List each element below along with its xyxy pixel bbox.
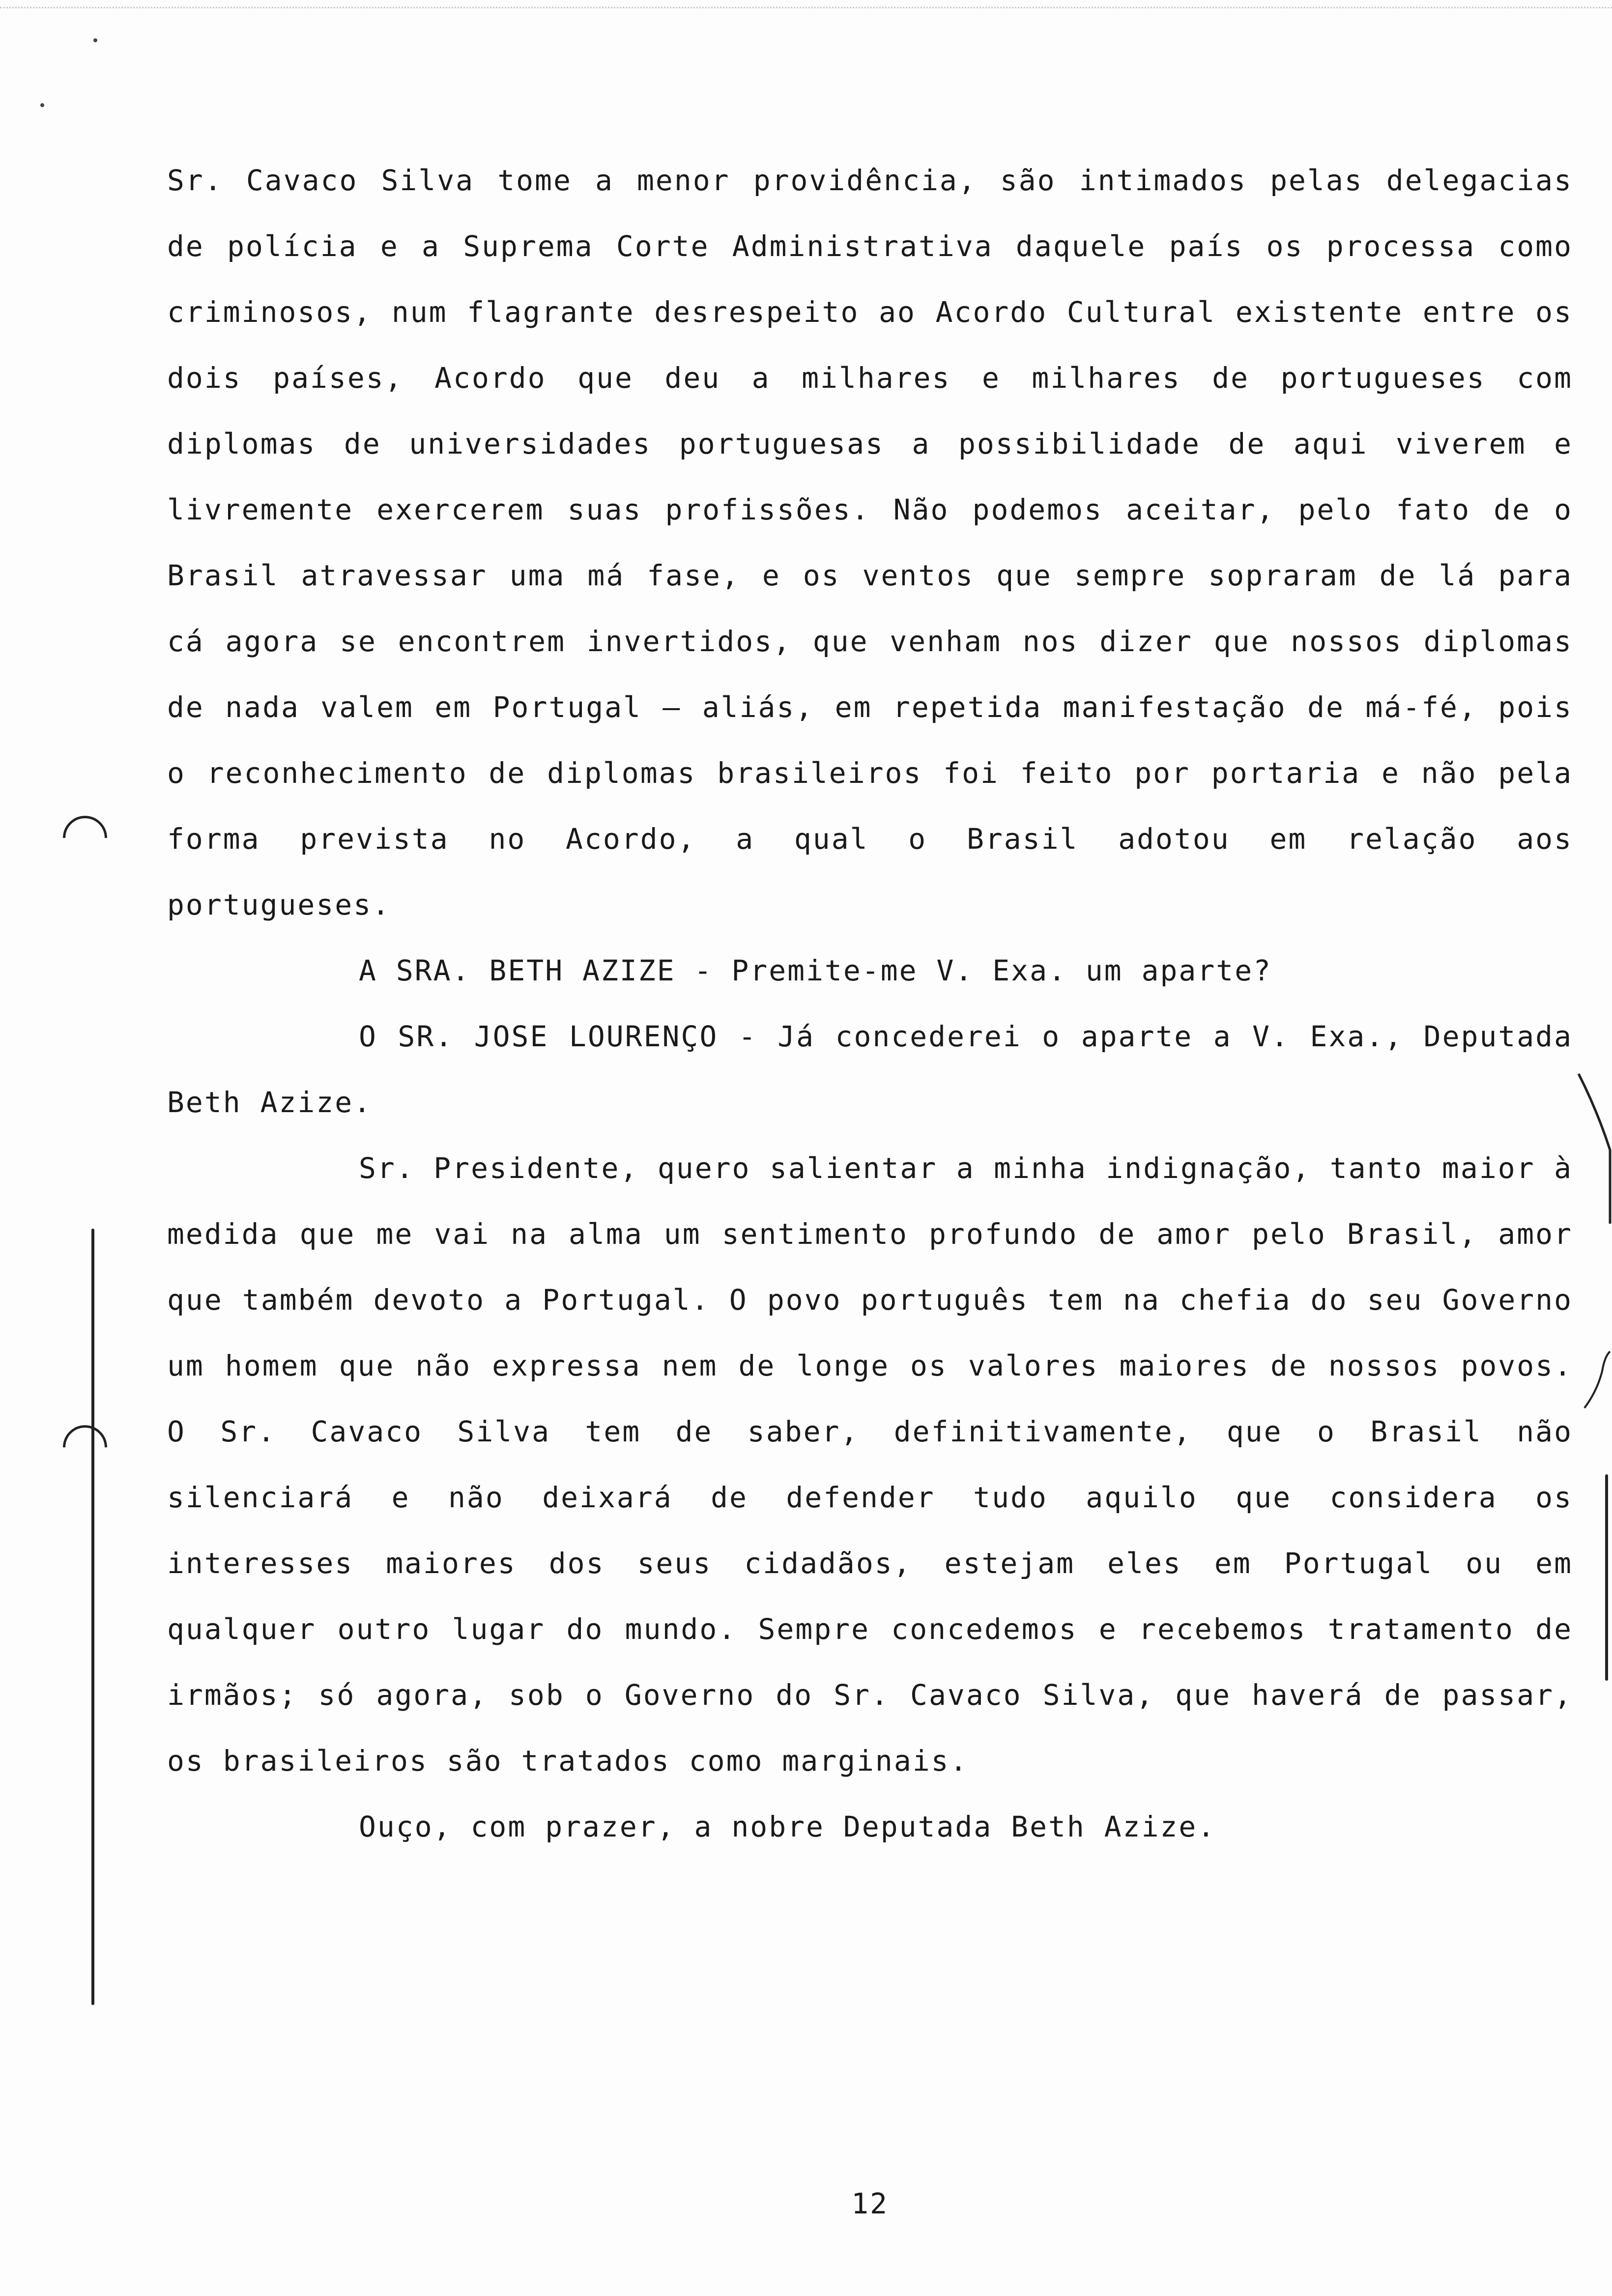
punch-hole [54,1416,116,1478]
margin-mark-right [1583,1347,1612,1410]
page-top-edge [0,0,1612,8]
paragraph-interjection: A SRA. BETH AZIZE - Premite-me V. Exa. um aparte? [359,954,1272,987]
margin-bracket-right [1578,1071,1612,1229]
page-number: 12 [851,2187,889,2220]
margin-line-left [91,1229,94,2005]
paragraph-reply: O SR. JOSE LOURENÇO - Já concederei o aparte a V. Exa., Deputada Beth Azize. [167,1020,1573,1119]
scan-speck [40,103,44,107]
paragraph-speech: Sr. Presidente, quero salientar a minha indignação, tanto maior à medida que me vai na alma um sentimento profundo de amor pelo Brasil, amor que também devoto a Portugal. O povo português tem na chefia do seu Governo um homem que não expressa nem de longe os valores maiores de nossos povos. O Sr. Cavaco Silva tem de saber, definitivamente, que o Brasil não silenciará e não deixará de defender tudo aquilo que considera os interesses maiores dos seus cidadãos, estejam eles em Portugal ou em qualquer outro lugar do mundo. Sempre concedemos e recebemos tratamento de irmãos; só agora, sob o Governo do Sr. Cavaco Silva, que haverá de passar, os brasileiros são tratados como marginais. [167,1151,1573,1778]
document-body [167,147,1573,2220]
paragraph-closing: Ouço, com prazer, a nobre Deputada Beth Azize. [359,1810,1216,1843]
margin-line-right [1605,1474,1608,1681]
paragraph-continuation: Sr. Cavaco Silva tome a menor providência, são intimados pelas delegacias de polícia e a Suprema Corte Administrativa daquele país os processa como criminosos, num flagrante desrespeito ao Acordo Cultural existente entre os dois países, Acordo que deu a milhares e milhares de portugueses com diplomas de universidades portuguesas a possibilidade de aqui viverem e livremente exercerem suas profissões. Não podemos aceitar, pelo fato de o Brasil atravessar uma má fase, e os ventos que sempre sopraram de lá para cá agora se encontrem invertidos, que venham nos dizer que nossos diplomas de nada valem em Portugal — aliás, em repetida manifestação de má-fé, pois o reconhecimento de diplomas brasileiros foi feito por portaria e não pela forma prevista no Acordo, a qual o Brasil adotou em relação aos portugueses. [167,164,1573,921]
punch-hole [54,806,116,869]
scan-speck [93,38,97,42]
